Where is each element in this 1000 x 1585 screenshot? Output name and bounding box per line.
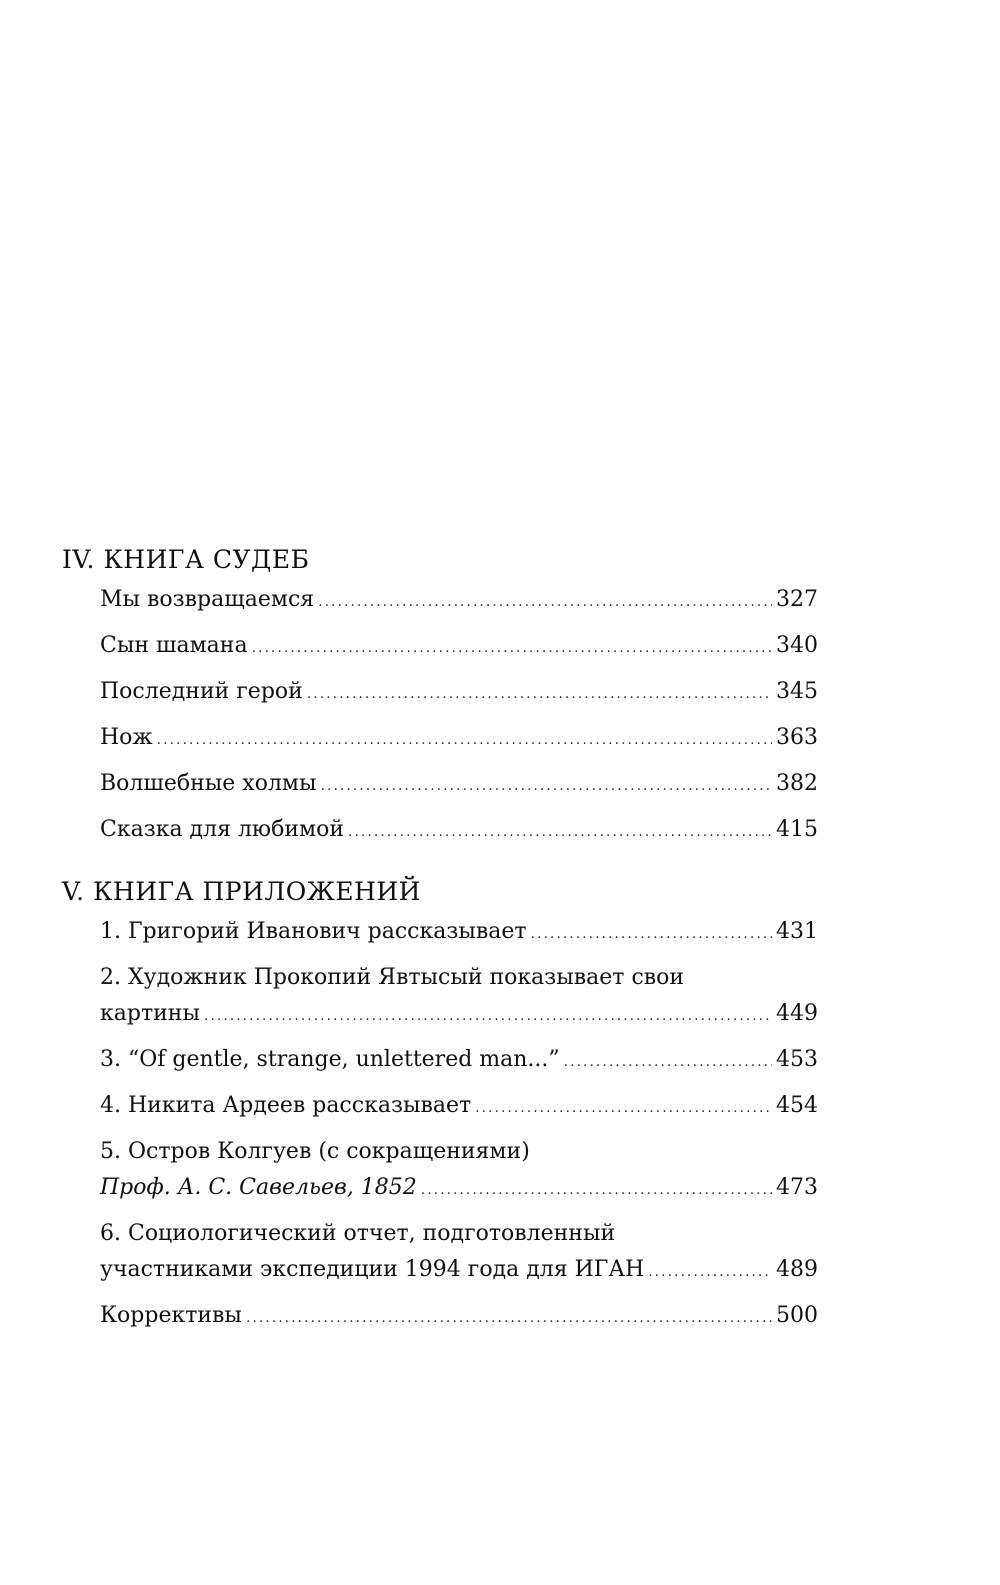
toc-entry[interactable]: [100, 766, 818, 804]
toc-entry-title: участниками экспедиции 1994 года для ИГАН: [100, 1257, 645, 1282]
table-of-contents: [62, 540, 822, 1336]
section-title-book-of-fates: IV. КНИГА СУДЕБ: [62, 545, 310, 574]
toc-entry[interactable]: [100, 914, 818, 952]
toc-entry-page: 431: [776, 919, 818, 944]
leader-dots: [318, 584, 772, 620]
toc-entry-title: Мы возвращаемся: [100, 587, 315, 612]
toc-entry-page: 489: [776, 1257, 818, 1282]
toc-entry-author: Проф. А. С. Савельев, 1852: [100, 1175, 417, 1200]
toc-entry-page: 340: [776, 633, 818, 658]
toc-entry[interactable]: [100, 960, 818, 1034]
toc-entry-title: 1. Григорий Иванович рассказывает: [100, 919, 527, 944]
toc-entry[interactable]: [100, 1042, 818, 1080]
toc-entry-title: картины: [100, 1001, 200, 1026]
toc-entry[interactable]: [100, 1134, 818, 1208]
toc-entry[interactable]: [100, 720, 818, 758]
leader-dots: [421, 1172, 772, 1208]
toc-entry-title: 4. Никита Ардеев рассказывает: [100, 1093, 472, 1118]
toc-entry-title: Последний герой: [100, 679, 303, 704]
leader-dots: [321, 768, 772, 804]
toc-entry-page: 327: [776, 587, 818, 612]
toc-entry-page: 415: [776, 817, 818, 842]
toc-entry-title: Сказка для любимой: [100, 817, 345, 842]
leader-dots: [564, 1044, 772, 1080]
leader-dots: [475, 1090, 772, 1126]
toc-entry[interactable]: [100, 1216, 818, 1290]
toc-entry-page: 345: [776, 679, 818, 704]
section-entries-book-of-fates: [100, 582, 818, 850]
leader-dots: [307, 676, 772, 712]
toc-entry-page: 363: [776, 725, 818, 750]
leader-dots: [246, 1300, 772, 1336]
toc-entry[interactable]: [100, 628, 818, 666]
toc-entry[interactable]: [100, 674, 818, 712]
toc-entry-page: 382: [776, 771, 818, 796]
section-entries-book-of-appendices: [100, 914, 818, 1336]
toc-entry-title: Волшебные холмы: [100, 771, 317, 796]
toc-entry[interactable]: [100, 1298, 818, 1336]
toc-entry[interactable]: [100, 1088, 818, 1126]
toc-entry-title: 3. “Of gentle, strange, unlettered man...”: [100, 1047, 560, 1072]
toc-entry-title-line1: 2. Художник Прокопий Явтысый показывает свои: [100, 965, 685, 990]
toc-entry-page: 449: [776, 1001, 818, 1026]
toc-entry-title: Коррективы: [100, 1303, 242, 1328]
leader-dots: [648, 1254, 772, 1290]
toc-entry[interactable]: [100, 582, 818, 620]
leader-dots: [157, 722, 772, 758]
toc-entry-title: Сын шамана: [100, 633, 248, 658]
toc-entry-page: 453: [776, 1047, 818, 1072]
section-title-book-of-appendices: V. КНИГА ПРИЛОЖЕНИЙ: [62, 877, 421, 906]
leader-dots: [348, 814, 772, 850]
toc-entry-page: 454: [776, 1093, 818, 1118]
toc-entry-title-line1: 6. Социологический отчет, подготовленный: [100, 1221, 616, 1246]
toc-entry[interactable]: [100, 812, 818, 850]
leader-dots: [531, 916, 772, 952]
toc-entry-page: 473: [776, 1175, 818, 1200]
toc-entry-title-line1: 5. Остров Колгуев (с сокращениями): [100, 1139, 530, 1164]
toc-entry-title: Нож: [100, 725, 153, 750]
leader-dots: [204, 998, 772, 1034]
leader-dots: [252, 630, 772, 666]
toc-entry-page: 500: [776, 1303, 818, 1328]
